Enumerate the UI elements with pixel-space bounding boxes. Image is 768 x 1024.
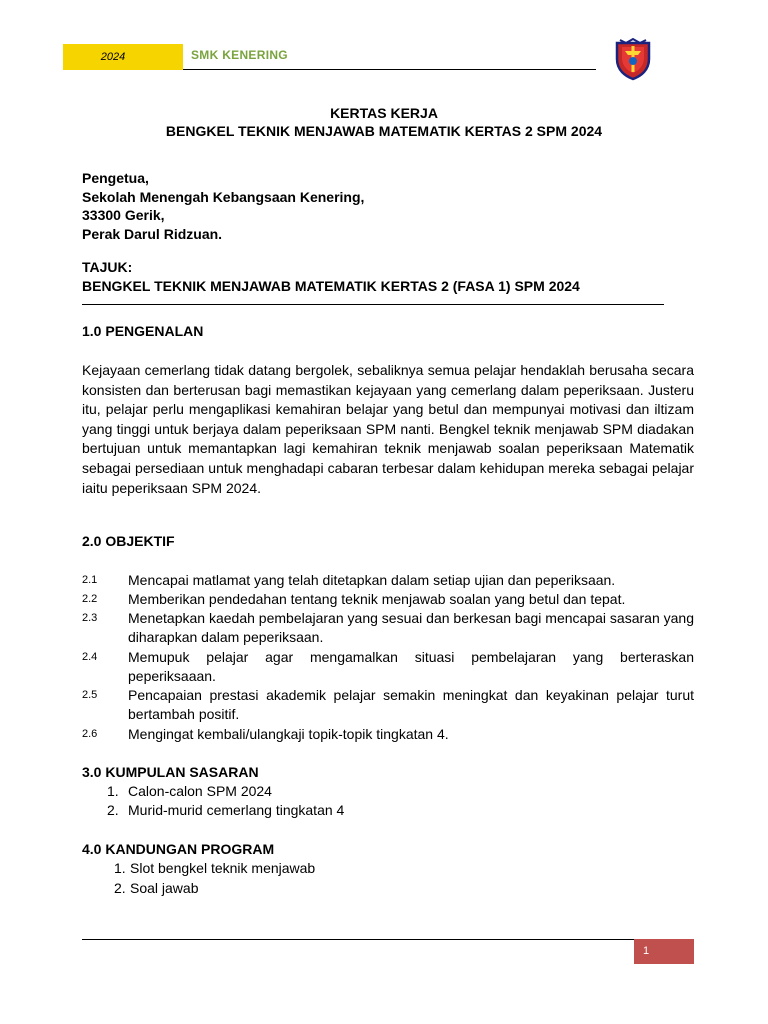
document-subtitle: BENGKEL TEKNIK MENJAWAB MATEMATIK KERTAS 2 SPM 2024 — [165, 123, 603, 139]
document-title: KERTAS KERJA — [330, 105, 438, 121]
address-line: Perak Darul Ridzuan. — [82, 226, 223, 242]
header-year: 2024 — [100, 51, 126, 63]
objective-number: 2.4 — [82, 651, 98, 663]
address-line: Sekolah Menengah Kebangsaan Kenering, — [82, 189, 365, 205]
program-item: Slot bengkel teknik menjawab — [130, 860, 316, 876]
target-group-number: 1. — [107, 783, 119, 799]
objective-text: Memberikan pendedahan tentang teknik menjawab soalan yang betul dan tepat. — [128, 591, 626, 607]
program-item: Soal jawab — [130, 880, 199, 896]
section-heading-kandungan-program: 4.0 KANDUNGAN PROGRAM — [82, 841, 275, 857]
target-group-number: 2. — [107, 802, 119, 818]
header-school-name: SMK KENERING — [191, 48, 288, 62]
objective-number: 2.3 — [82, 612, 98, 624]
program-number: 2. — [114, 880, 126, 896]
page-number: 1 — [643, 945, 650, 957]
pengenalan-paragraph: Kejayaan cemerlang tidak datang bergolek, sebaliknya semua pelajar hendaklah berusaha secara konsisten dan berterusan bagi memastikan kejayaan yang cemerlang dalam peperiksaan. Justeru itu, pelajar perlu mengaplikasi kemahiran belajar yang betul dan mempunyai motivasi dan iltizam yang tinggi untuk berjaya dalam peperiksaan SPM nanti. Bengkel teknik menjawab SPM diadakan bertujuan untuk memantapkan lagi kemahiran teknik menjawab soalan peperiksaan Matematik sebagai persediaan untuk menghadapi cabaran terbesar dalam kehidupan mereka sebagai pelajar iaitu peperiksaan SPM 2024. — [82, 362, 694, 496]
objective-text: Pencapaian prestasi akademik pelajar semakin meningkat dan keyakinan pelajar turut bertambah positif. — [128, 687, 694, 722]
section-heading-objektif: 2.0 OBJEKTIF — [82, 533, 175, 549]
address-line: Pengetua, — [82, 170, 149, 186]
objective-text: Menetapkan kaedah pembelajaran yang sesuai dan berkesan bagi mencapai sasaran yang diharapkan dalam peperiksaan. — [128, 610, 694, 645]
objective-number: 2.6 — [82, 728, 98, 740]
objective-number: 2.5 — [82, 689, 98, 701]
address-line: 33300 Gerik, — [82, 207, 165, 223]
tajuk-label: TAJUK: — [82, 259, 133, 275]
header-year-box — [63, 44, 183, 70]
footer-divider — [82, 939, 634, 940]
objective-text: Mencapai matlamat yang telah ditetapkan dalam setiap ujian dan peperiksaan. — [128, 572, 616, 588]
objective-text: Memupuk pelajar agar mengamalkan situasi pembelajaran yang berteraskan peperiksaaan. — [128, 649, 694, 684]
section-heading-pengenalan: 1.0 PENGENALAN — [82, 323, 204, 339]
page-number-box — [634, 939, 694, 964]
tajuk-text: BENGKEL TEKNIK MENJAWAB MATEMATIK KERTAS 2 (FASA 1) SPM 2024 — [82, 278, 580, 294]
objective-number: 2.1 — [82, 574, 98, 586]
target-group-item: Calon-calon SPM 2024 — [128, 783, 272, 799]
objective-text: Mengingat kembali/ulangkaji topik-topik tingkatan 4. — [128, 726, 449, 742]
section-heading-kumpulan-sasaran: 3.0 KUMPULAN SASARAN — [82, 764, 259, 780]
school-crest-icon — [614, 37, 652, 81]
program-number: 1. — [114, 860, 126, 876]
header-divider — [183, 69, 596, 70]
tajuk-divider — [82, 304, 664, 305]
objective-number: 2.2 — [82, 593, 98, 605]
target-group-item: Murid-murid cemerlang tingkatan 4 — [128, 802, 345, 818]
